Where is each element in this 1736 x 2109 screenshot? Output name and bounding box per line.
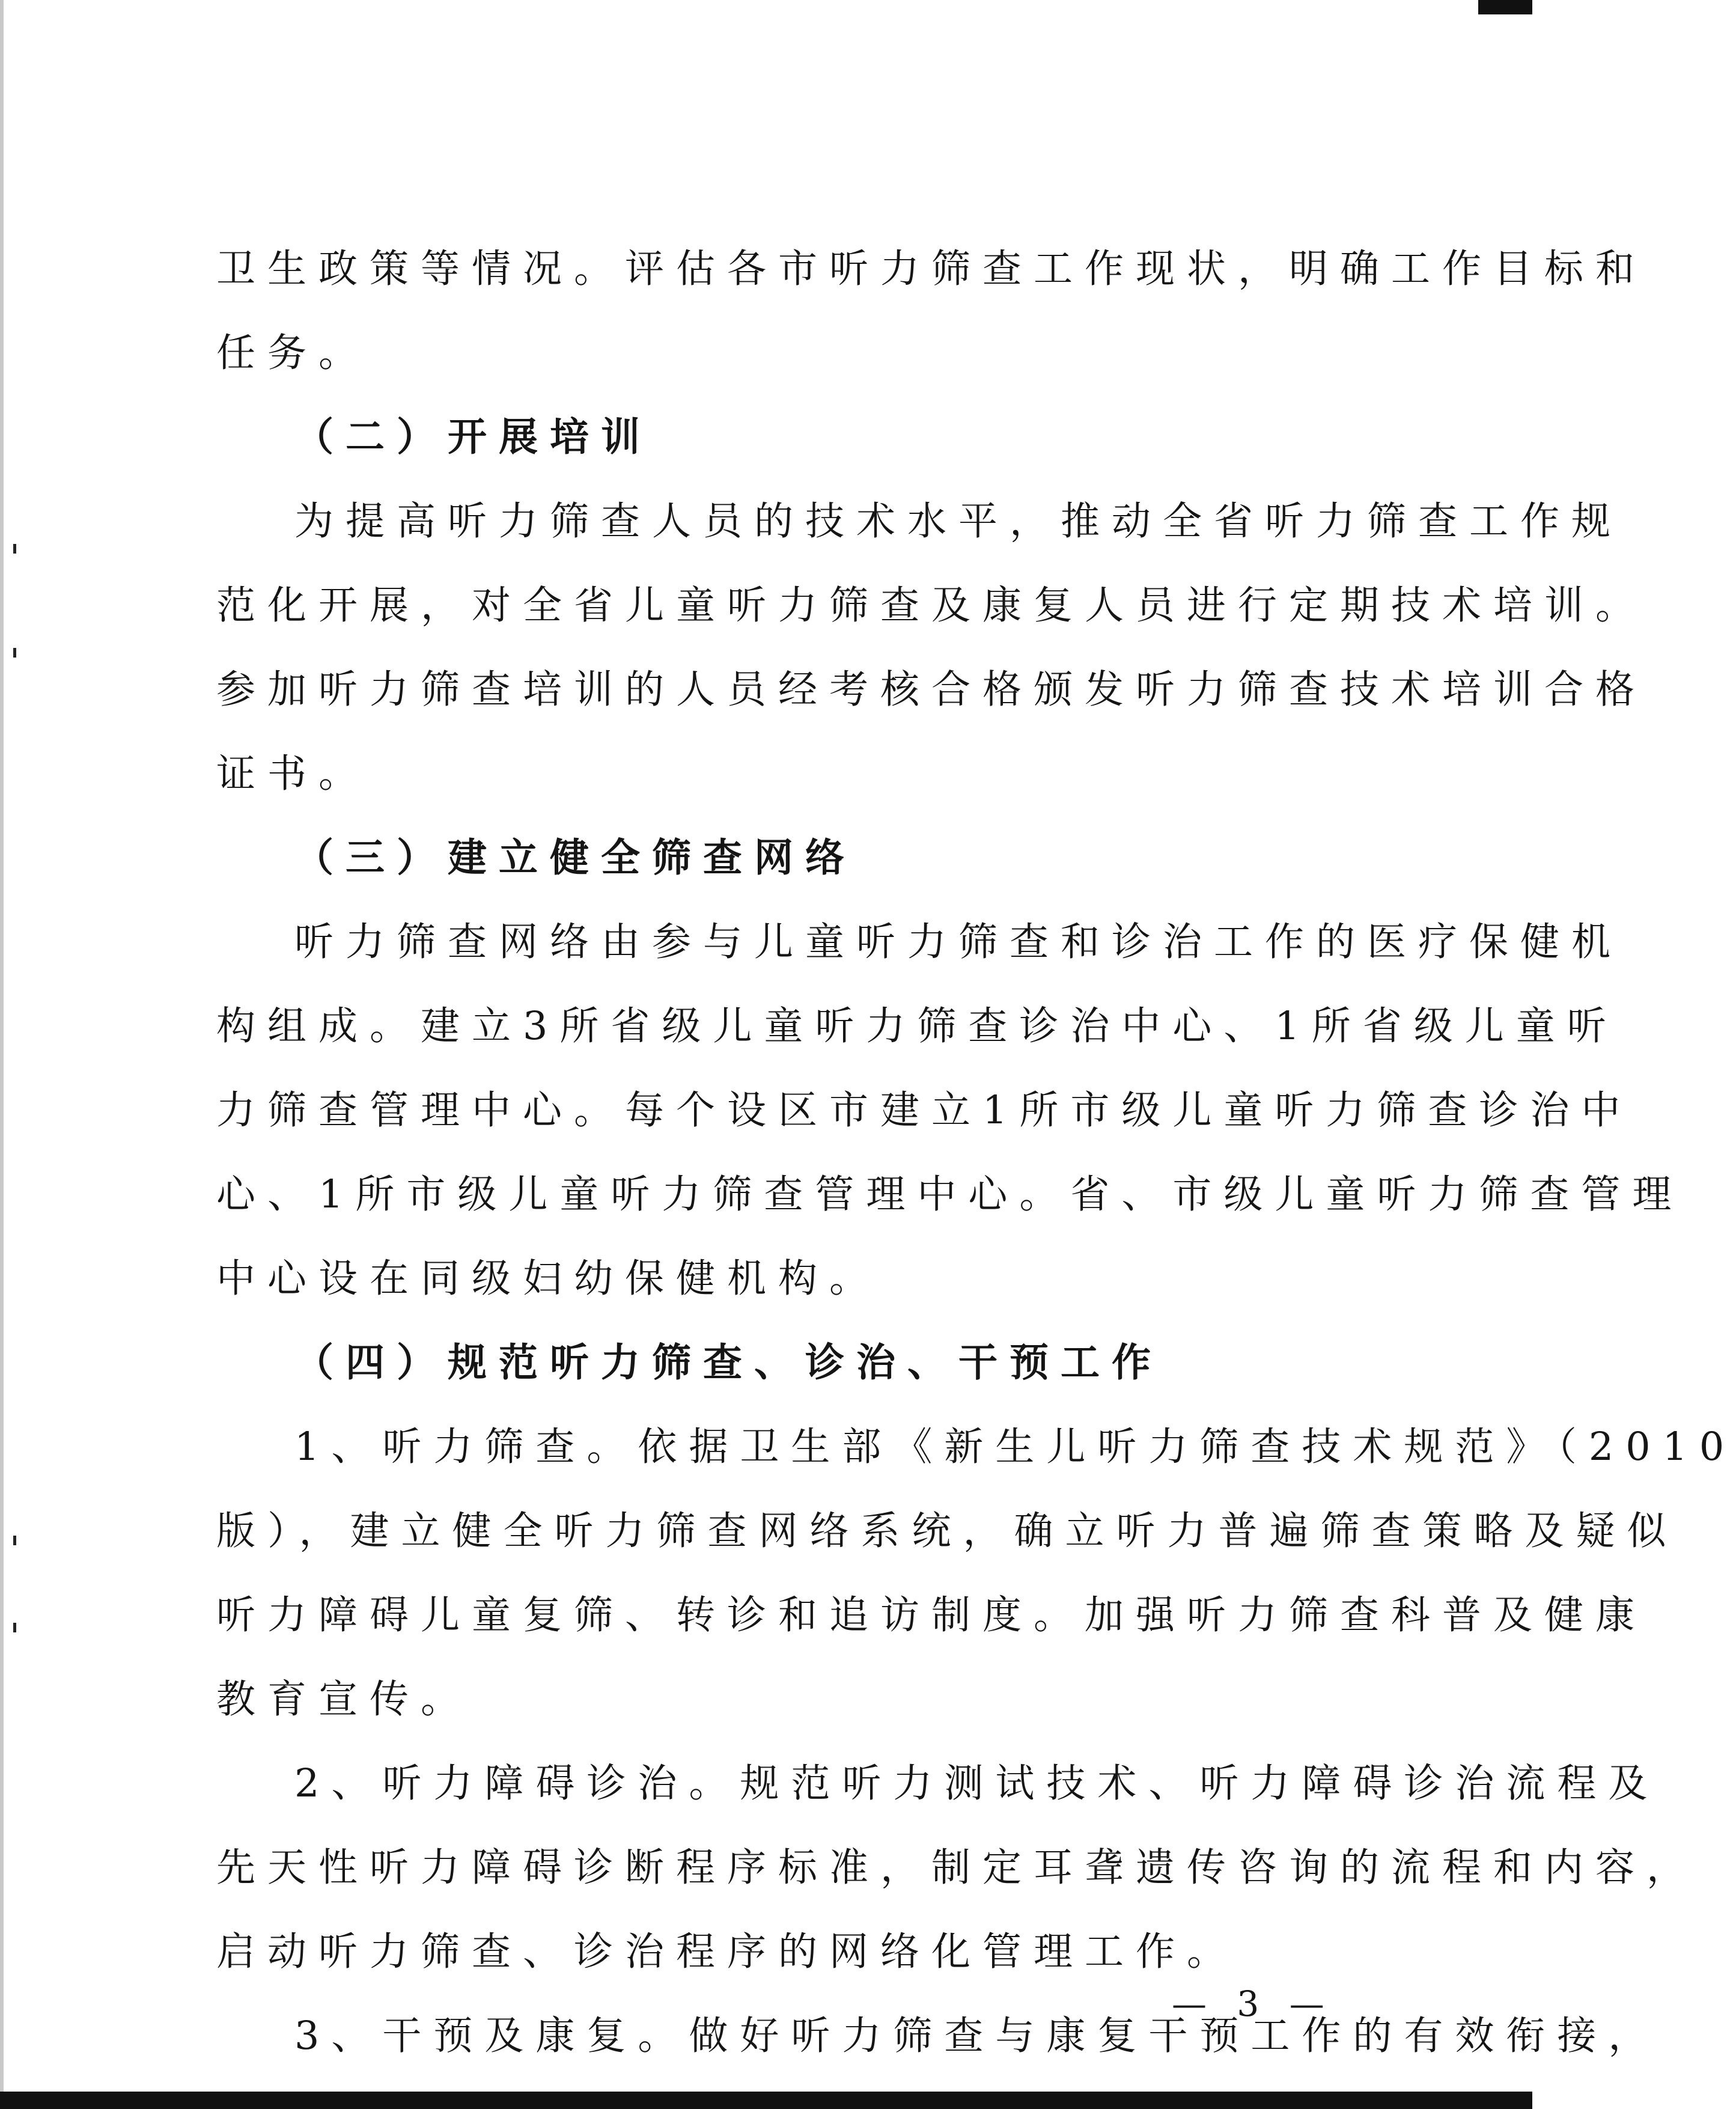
- section-heading: （四）规范听力筛查、诊治、干预工作: [294, 1340, 1163, 1385]
- text-line: 证书。: [216, 751, 370, 796]
- scan-speck: [13, 1623, 16, 1632]
- text-line: 启动听力筛查、诊治程序的网络化管理工作。: [216, 1929, 1238, 1974]
- scan-bottom-edge: [0, 2092, 1532, 2109]
- section-heading-3: [216, 816, 1316, 900]
- scan-speck: [13, 544, 16, 554]
- scan-speck: [13, 1536, 16, 1545]
- text-line: 构组成。建立3所省级儿童听力筛查诊治中心、1所省级儿童听: [216, 1004, 1618, 1049]
- paragraph-training: [216, 480, 1647, 816]
- scan-top-right-mark: [1478, 0, 1532, 14]
- text-line: 1、听力筛查。依据卫生部《新生儿听力筛查技术规范》（2010: [294, 1424, 1736, 1470]
- text-line: 教育宣传。: [216, 1677, 472, 1722]
- scan-left-edge: [0, 0, 4, 2109]
- text-line: 心、1所市级儿童听力筛查管理中心。省、市级儿童听力筛查管理: [216, 1172, 1684, 1217]
- document-body: [216, 227, 1736, 2078]
- text-line: 参加听力筛查培训的人员经考核合格颁发听力筛查技术培训合格: [216, 667, 1647, 712]
- paragraph-item-1: [216, 1405, 1736, 1742]
- text-line: 为提高听力筛查人员的技术水平，推动全省听力筛查工作规: [294, 499, 1623, 544]
- section-heading: （二）开展培训: [294, 415, 653, 460]
- section-heading-4: [216, 1321, 1316, 1405]
- text-line: 3、干预及康复。做好听力筛查与康复干预工作的有效衔接，: [294, 2013, 1660, 2059]
- text-line: 先天性听力障碍诊断程序标准，制定耳聋遗传咨询的流程和内容，: [216, 1845, 1698, 1890]
- text-line: 卫生政策等情况。评估各市听力筛查工作现状，明确工作目标和: [216, 246, 1647, 291]
- scan-speck: [13, 648, 16, 658]
- text-line: 听力障碍儿童复筛、转诊和追访制度。加强听力筛查科普及健康: [216, 1593, 1647, 1638]
- text-line: 版），建立健全听力筛查网络系统，确立听力普遍筛查策略及疑似: [216, 1509, 1678, 1554]
- section-heading-2: [216, 395, 1316, 480]
- text-line: 听力筛查网络由参与儿童听力筛查和诊治工作的医疗保健机: [294, 920, 1623, 965]
- text-line: 范化开展，对全省儿童听力筛查及康复人员进行定期技术培训。: [216, 583, 1647, 628]
- text-line: 中心设在同级妇幼保健机构。: [216, 1256, 881, 1301]
- paragraph-item-2: [216, 1742, 1698, 1994]
- paragraph-continuation: [216, 227, 1647, 395]
- text-line: 2、听力障碍诊治。规范听力测试技术、听力障碍诊治流程及: [294, 1761, 1660, 1806]
- text-line: 力筛查管理中心。每个设区市建立1所市级儿童听力筛查诊治中: [216, 1088, 1633, 1133]
- text-line: 任务。: [216, 331, 370, 376]
- section-heading: （三）建立健全筛查网络: [294, 835, 857, 881]
- paragraph-item-3: [216, 1994, 1660, 2078]
- paragraph-network: [216, 900, 1684, 1321]
- page-number: — 3 —: [1172, 1983, 1334, 2024]
